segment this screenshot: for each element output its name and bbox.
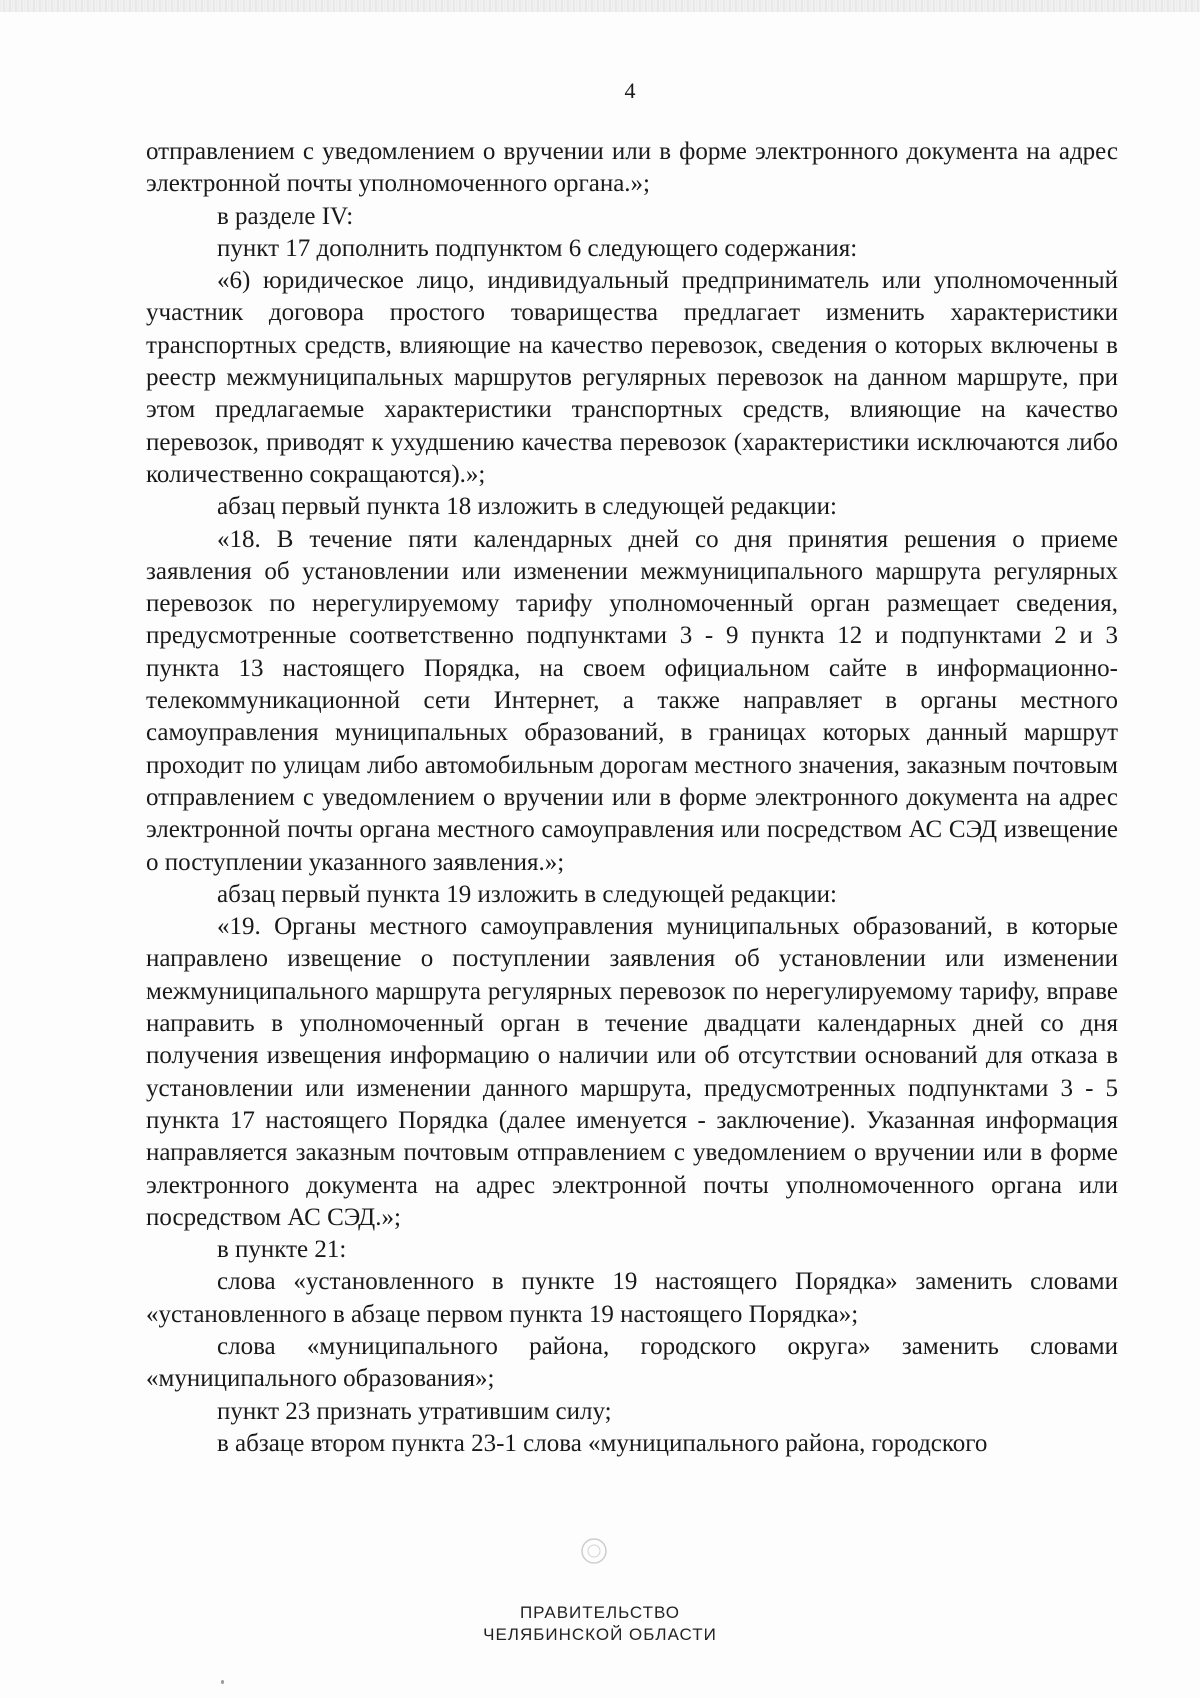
- paragraph: слова «установленного в пункте 19 настоящего Порядка» заменить словами «установленного в абзаце первом пункта 19 настоящего Порядка»;: [146, 1268, 1118, 1328]
- paragraph: отправлением с уведомлением о вручении или в форме электронного документа на адрес электронной почты уполномоченного органа.»;: [146, 138, 1118, 198]
- paragraph: «6) юридическое лицо, индивидуальный предприниматель или уполномоченный участник договора простого товарищества предлагает изменить характеристики транспортных средств, влияющие на качество перевозок, сведения о которых включены в реестр межмуниципальных маршрутов регулярных перевозок на данном маршруте, при этом предлагаемые характеристики транспортных средств, влияющие на качество перевозок, приводят к ухудшению качества перевозок (характеристики исключаются либо количественно сокращаются).»;: [146, 267, 1118, 488]
- footer-line-region: ЧЕЛЯБИНСКОЙ ОБЛАСТИ: [483, 1625, 717, 1644]
- paragraph: слова «муниципального района, городского округа» заменить словами «муниципального образования»;: [146, 1332, 1118, 1393]
- paragraph: в абзаце втором пункта 23-1 слова «муниципального района, городского: [217, 1429, 988, 1457]
- issuer-footer: [0, 1602, 1200, 1646]
- paragraph: в разделе IV:: [217, 202, 354, 230]
- paragraph: абзац первый пункта 19 изложить в следующей редакции:: [217, 880, 837, 908]
- stamp-icon: [579, 1534, 609, 1568]
- paragraph: «19. Органы местного самоуправления муниципальных образований, в которые направлено извещение о поступлении заявления об установлении или изменении межмуниципального маршрута регулярных перевозок по нерегулируемому тарифу, вправе направить в уполномоченный орган в течение двадцати календарных дней со дня получения извещения информацию о наличии или об отсутствии оснований для отказа в установлении или изменении данного маршрута, предусмотренных подпунктами 3 - 5 пункта 17 настоящего Порядка (далее именуется - заключение). Указанная информация направляется заказным почтовым отправлением с уведомлением о вручении или в форме электронного документа на адрес электронной почты уполномоченного органа или посредством АС СЭД.»;: [146, 913, 1118, 1231]
- paragraph: «18. В течение пяти календарных дней со дня принятия решения о приеме заявления об установлении или изменении межмуниципального маршрута регулярных перевозок по нерегулируемому тарифу уполномоченный орган размещает сведения, предусмотренные соответственно подпунктами 3 - 9 пункта 12 и подпунктами 2 и 3 пункта 13 настоящего Порядка, на своем официальном сайте в информационно-телекоммуникационной сети Интернет, а также направляет в органы местного самоуправления муниципальных образований, в границах которых данный маршрут проходит по улицам либо автомобильным дорогам местного значения, заказным почтовым отправлением с уведомлением о вручении или в форме электронного документа на адрес электронной почты органа местного самоуправления или посредством АС СЭД извещение о поступлении указанного заявления.»;: [146, 525, 1118, 876]
- scan-speck: [221, 1680, 224, 1684]
- paragraph: в пункте 21:: [217, 1236, 347, 1264]
- paragraph: пункт 17 дополнить подпунктом 6 следующего содержания:: [217, 234, 858, 262]
- paragraph: пункт 23 признать утратившим силу;: [217, 1397, 612, 1425]
- footer-line-government: ПРАВИТЕЛЬСТВО: [519, 1603, 681, 1622]
- paragraph: абзац первый пункта 18 изложить в следующей редакции:: [217, 493, 837, 521]
- document-body: [146, 136, 1118, 1460]
- scan-edge-noise: [0, 0, 1200, 12]
- page-number: 4: [624, 78, 636, 103]
